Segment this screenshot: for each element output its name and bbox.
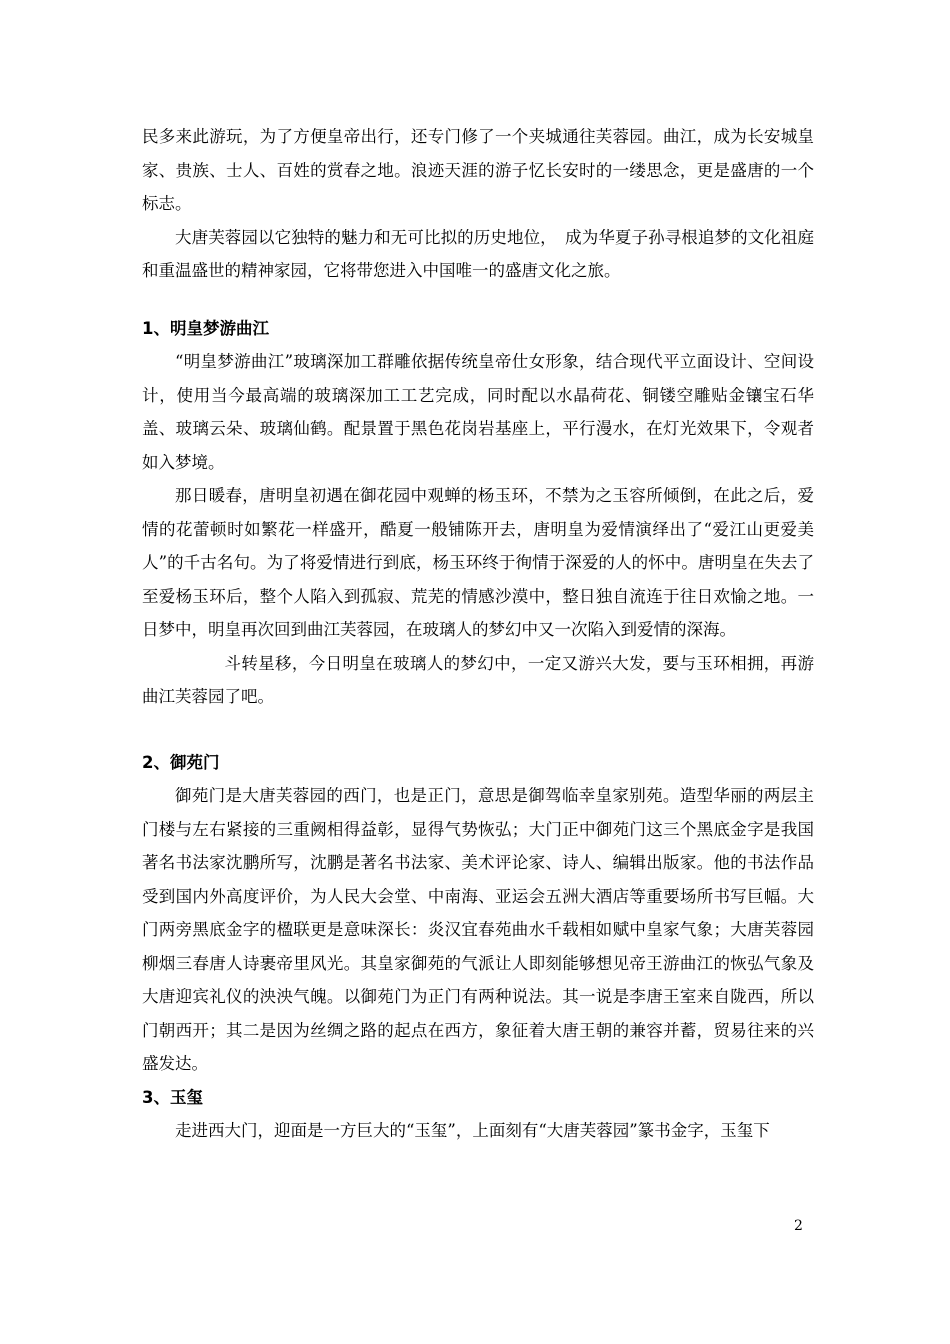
section-heading-1: 1、明皇梦游曲江 [142,318,269,338]
section-heading-2: 2、御苑门 [142,752,220,772]
intro-paragraph-2: 大唐芙蓉园以它独特的魅力和无可比拟的历史地位， 成为华夏子孙寻根追梦的文化祖庭和重温盛世的精神家园，它将带您进入中国唯一的盛唐文化之旅。 [142,227,814,280]
section-1-paragraph-3: 斗转星移，今日明皇在玻璃人的梦幻中，一定又游兴大发，要与玉环相拥，再游曲江芙蓉园了吧。 [142,653,814,706]
page-number: 2 [794,1218,803,1234]
page-content [142,120,814,1148]
section-1-paragraph-2: 那日暖春，唐明皇初遇在御花园中观蝉的杨玉环，不禁为之玉容所倾倒，在此之后，爱情的花蕾顿时如繁花一样盛开，酷夏一般铺陈开去，唐明皇为爱情演绎出了“爱江山更爱美人”的千古名句。为了将爱情进行到底，杨玉环终于徇情于深爱的人的怀中。唐明皇在失去了至爱杨玉环后，整个人陷入到孤寂、荒芜的情感沙漠中，整日独自流连于往日欢愉之地。一日梦中，明皇再次回到曲江芙蓉园，在玻璃人的梦幻中又一次陷入到爱情的深海。 [142,486,814,639]
section-3-paragraph-1: 走进西大门，迎面是一方巨大的“玉玺”，上面刻有“大唐芙蓉园”篆书金字，玉玺下 [175,1121,770,1140]
intro-paragraph-1: 民多来此游玩，为了方便皇帝出行，还专门修了一个夹城通往芙蓉园。曲江，成为长安城皇家、贵族、士人、百姓的赏春之地。浪迹天涯的游子忆长安时的一缕思念，更是盛唐的一个标志。 [142,127,814,213]
section-1-paragraph-1: “明皇梦游曲江”玻璃深加工群雕依据传统皇帝仕女形象，结合现代平立面设计、空间设计，使用当今最高端的玻璃深加工工艺完成，同时配以水晶荷花、铜镂空雕贴金镶宝石华盖、玻璃云朵、玻璃仙鹤。配景置于黑色花岗岩基座上，平行漫水，在灯光效果下，令观者如入梦境。 [142,352,814,472]
section-heading-3: 3、玉玺 [142,1087,203,1107]
section-2-paragraph-1: 御苑门是大唐芙蓉园的西门，也是正门，意思是御驾临幸皇家别苑。造型华丽的两层主门楼与左右紧接的三重阙相得益彰，显得气势恢弘；大门正中御苑门这三个黑底金字是我国著名书法家沈鹏所写，沈鹏是著名书法家、美术评论家、诗人、编辑出版家。他的书法作品受到国内外高度评价，为人民大会堂、中南海、亚运会五洲大酒店等重要场所书写巨幅。大门两旁黑底金字的楹联更是意味深长：炎汉宜春苑曲水千载相如赋中皇家气象；大唐芙蓉园柳烟三春唐人诗裹帝里风光。其皇家御苑的气派让人即刻能够想见帝王游曲江的恢弘气象及大唐迎宾礼仪的泱泱气魄。以御苑门为正门有两种说法。其一说是李唐王室来自陇西，所以门朝西开；其二是因为丝绸之路的起点在西方，象征着大唐王朝的兼容并蓄，贸易往来的兴盛发达。 [142,786,814,1073]
